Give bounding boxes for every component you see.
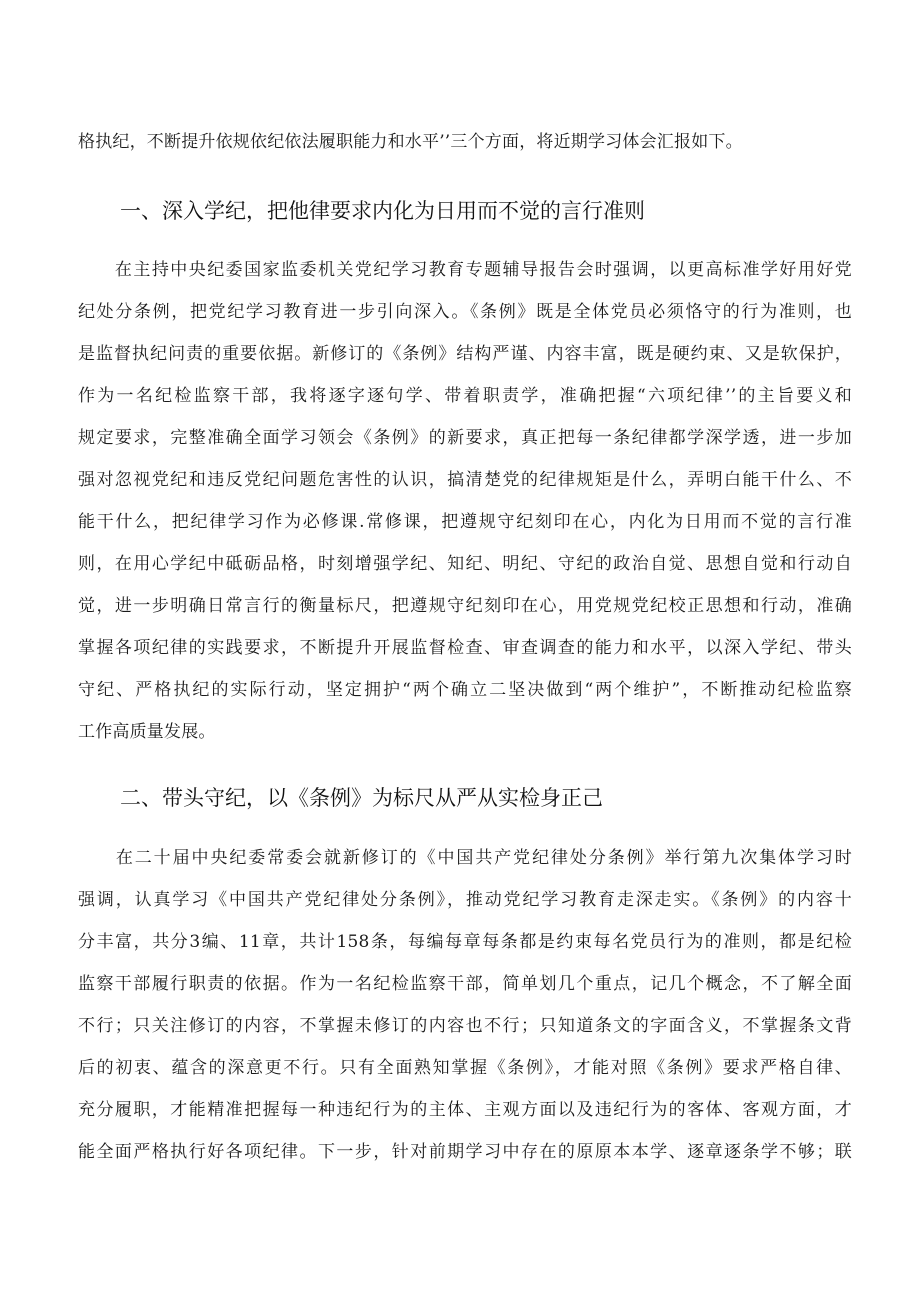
- section-1-line: 在主持中央纪委国家监委机关党纪学习教育专题辅导报告会时强调，以更高标准学好用好党: [78, 260, 852, 280]
- section-1-line: 能干什么，把纪律学习作为必修课.常修课，把遵规守纪刻印在心，内化为日用而不觉的言行准: [78, 512, 852, 532]
- section-1-line: 强对忽视党纪和违反党纪问题危害性的认识，搞清楚党的纪律规矩是什么，弄明白能干什么、不: [78, 470, 852, 490]
- section-1-line: 规定要求，完整准确全面学习领会《条例》的新要求，真正把每一条纪律都学深学透，进一步加: [78, 428, 852, 448]
- section-2-line: 充分履职，才能精准把握每一种违纪行为的主体、主观方面以及违纪行为的客体、客观方面，才: [78, 1100, 852, 1120]
- section-1-line: 掌握各项纪律的实践要求，不断提升开展监督检查、审查调查的能力和水平，以深入学纪、带头: [78, 638, 852, 658]
- intro-line: 格执纪，不断提升依规依纪依法履职能力和水平’’三个方面，将近期学习体会汇报如下。: [78, 132, 743, 152]
- section-1-line: 工作高质量发展。: [78, 722, 216, 742]
- section-1-line: 作为一名纪检监察干部，我将逐字逐句学、带着职责学，准确把握“六项纪律’’的主旨要义和: [78, 386, 852, 406]
- section-2-line: 后的初衷、蕴含的深意更不行。只有全面熟知掌握《条例》，才能对照《条例》要求严格自律、: [78, 1058, 852, 1078]
- section-1-line: 守纪、严格执纪的实际行动，坚定拥护“两个确立二坚决做到“两个维护”，不断推动纪检监察: [78, 680, 852, 700]
- section-2-line: 在二十届中央纪委常委会就新修订的《中国共产党纪律处分条例》举行第九次集体学习时: [78, 848, 852, 868]
- section-2-line: 强调，认真学习《中国共产党纪律处分条例》，推动党纪学习教育走深走实。《条例》的内容十: [78, 890, 852, 910]
- section-2-line: 不行；只关注修订的内容，不掌握未修订的内容也不行；只知道条文的字面含义，不掌握条文背: [78, 1016, 852, 1036]
- section-1-line: 则，在用心学纪中砥砺品格，时刻增强学纪、知纪、明纪、守纪的政治自觉、思想自觉和行动自: [78, 554, 852, 574]
- section-1-line: 纪处分条例，把党纪学习教育进一步引向深入。《条例》既是全体党员必须恪守的行为准则，也: [78, 302, 852, 322]
- section-2-line: 分丰富，共分3编、11章，共计158条，每编每章每条都是约束每名党员行为的准则，都是纪检: [78, 932, 852, 952]
- section-2-line: 能全面严格执行好各项纪律。下一步，针对前期学习中存在的原原本本学、逐章逐条学不够；联: [78, 1142, 852, 1162]
- section-1-line: 是监督执纪问责的重要依据。新修订的《条例》结构严谨、内容丰富，既是硬约束、又是软保护，: [78, 344, 852, 364]
- section-1-line: 觉，进一步明确日常言行的衡量标尺，把遵规守纪刻印在心，用党规党纪校正思想和行动，准确: [78, 596, 852, 616]
- section-2-line: 监察干部履行职责的依据。作为一名纪检监察干部，简单划几个重点，记几个概念，不了解全面: [78, 974, 852, 994]
- section-1-heading: 一、深入学纪，把他律要求内化为日用而不觉的言行准则: [120, 199, 645, 223]
- section-2-heading: 二、带头守纪，以《条例》为标尺从严从实检身正己: [120, 786, 603, 810]
